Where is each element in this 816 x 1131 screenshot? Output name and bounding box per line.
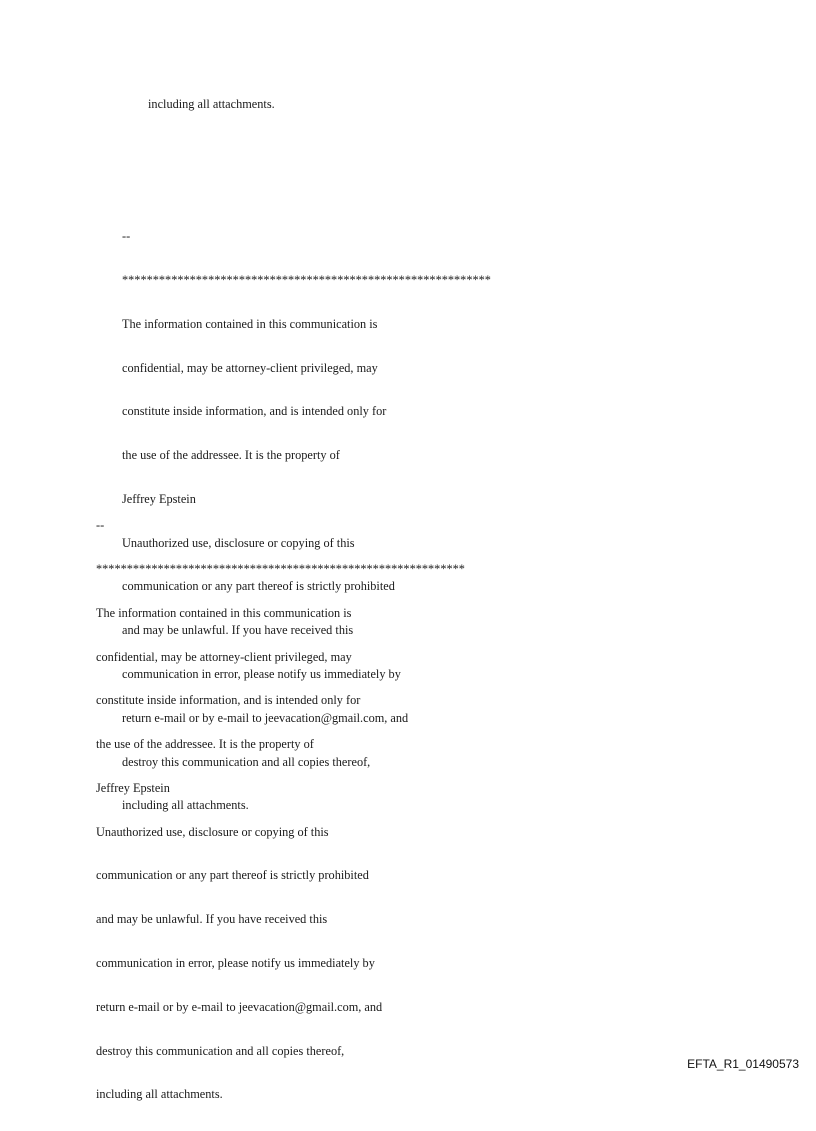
disclaimer-line: return e-mail or by e-mail to jeevacation@gmail.com, and [122, 710, 409, 725]
disclaimer-line: constitute inside information, and is intended only for [122, 404, 387, 419]
disclaimer-line: communication in error, please notify us immediately by [122, 667, 401, 681]
star-divider: ************************************************************ [122, 272, 491, 287]
separator-line: -- [96, 518, 105, 533]
disclaimer-line: and may be unlawful. If you have received this [96, 912, 328, 927]
disclaimer-line: constitute inside information, and is intended only for [96, 693, 361, 708]
disclaimer-line: Unauthorized use, disclosure or copying of this [122, 535, 355, 550]
disclaimer-line: including all attachments. [96, 1087, 223, 1102]
disclaimer-line: Jeffrey Epstein [122, 491, 196, 506]
disclaimer-line: destroy this communication and all copies thereof, [122, 754, 371, 769]
disclaimer-line: Jeffrey Epstein [96, 780, 170, 795]
disclaimer-block-2 [96, 489, 465, 1131]
star-divider: ************************************************************ [96, 561, 465, 576]
disclaimer-line: the use of the addressee. It is the property of [122, 448, 340, 463]
disclaimer-line: communication or any part thereof is strictly prohibited [96, 868, 369, 883]
disclaimer-line: confidential, may be attorney-client privileged, may [122, 360, 378, 375]
disclaimer-line: including all attachments. [122, 798, 249, 813]
disclaimer-line: the use of the addressee. It is the property of [96, 737, 314, 752]
top-text-line: including all attachments. [148, 97, 275, 111]
disclaimer-line: communication in error, please notify us immediately by [96, 956, 375, 970]
disclaimer-line: The information contained in this communication is [96, 605, 352, 620]
disclaimer-line: return e-mail or by e-mail to jeevacation@gmail.com, and [96, 999, 383, 1014]
document-id-label: EFTA_R1_01490573 [687, 1057, 799, 1071]
disclaimer-line: communication or any part thereof is strictly prohibited [122, 579, 395, 594]
disclaimer-line: destroy this communication and all copies thereof, [96, 1043, 345, 1058]
disclaimer-line: and may be unlawful. If you have received this [122, 623, 354, 638]
separator-line: -- [122, 229, 131, 244]
disclaimer-line: The information contained in this communication is [122, 316, 378, 331]
disclaimer-line: Unauthorized use, disclosure or copying of this [96, 824, 329, 839]
disclaimer-line: confidential, may be attorney-client privileged, may [96, 649, 352, 664]
